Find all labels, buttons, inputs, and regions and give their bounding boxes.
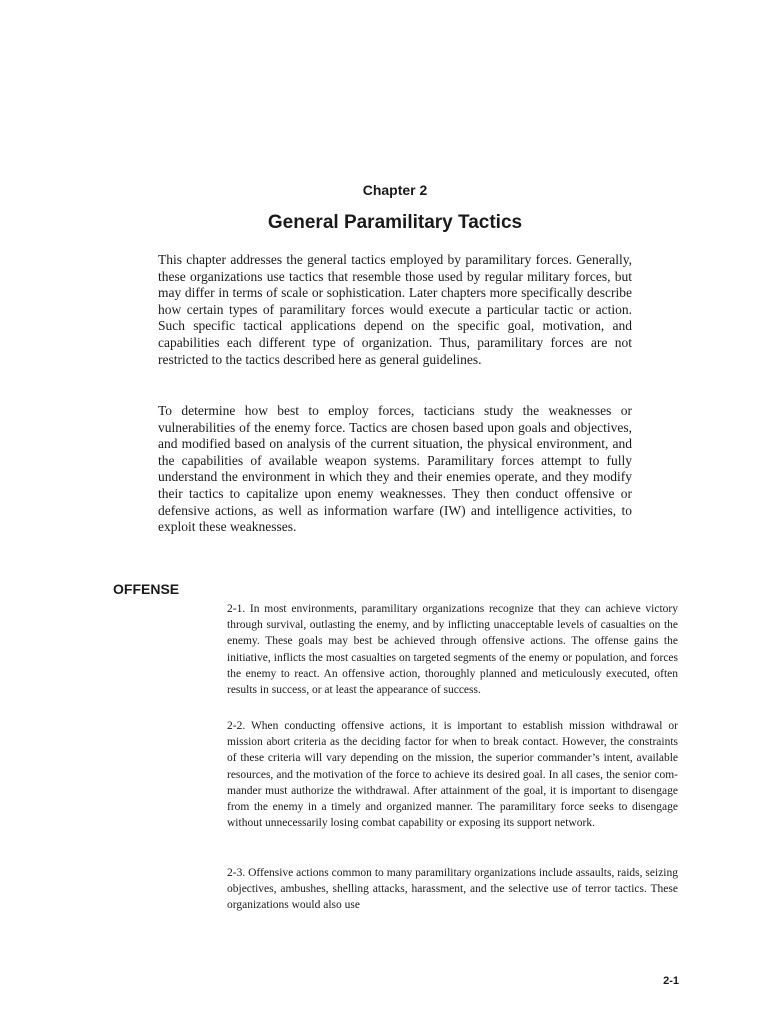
intro-paragraph-2: To determine how best to employ forces, tacticians study the weaknesses or vulnerabilities of the enemy force. Tactics are chosen based upon goals and objectives, and modified based on analysis of the current situation, the physical environment, and the capabilities of available weapon systems. Paramilitary forces attempt to fully understand the environment in which they and their enemies operate, and they modify their tactics to capitalize upon enemy weaknesses. They then conduct offensive or defensive actions, as well as information warfare (IW) and intelligence activities, to exploit these weaknesses. <box>158 403 632 535</box>
section-heading-offense: OFFENSE <box>113 581 180 597</box>
chapter-title: General Paramilitary Tactics <box>267 212 523 233</box>
paragraph-2-1: 2-1. In most environments, paramilitary organizations recognize that they can achieve victory through survival, outlasting the enemy, and by inflicting unacceptable levels of casualties on the enemy. These goals may best be achieved through offensive actions. The offense gains the initiative, inflicts the most casualties on targeted segments of the enemy or population, and forces the enemy to react. An offensive action, thoroughly planned and meticulously executed, often results in success, or at least the appearance of success. <box>227 603 678 697</box>
chapter-label: Chapter 2 <box>362 182 428 198</box>
paragraph-2-2: 2-2. When conducting offensive actions, it is important to establish mission withdrawal or mission abort criteria as the deciding factor for when to break contact. However, the constraints of these criteria will vary depending on the mission, the superior commander’s intent, available resources, and the motivation of the force to achieve its desired goal. In all cases, the senior commander must authorize the withdrawal. After attainment of the goal, it is important to disengage from the enemy in a timely and organized manner. The paramilitary force seeks to disengage without unnecessarily losing combat capability or exposing its support network. <box>227 720 678 830</box>
paragraph-2-3: 2-3. Offensive actions common to many paramilitary organizations include assaults, raids, seizing objectives, ambushes, shelling attacks, harassment, and the selective use of terror tactics. These organizations would also use <box>227 867 678 912</box>
page-number: 2-1 <box>663 975 679 987</box>
intro-paragraph-1: This chapter addresses the general tactics employed by paramilitary forces. Generally, these organizations use tactics that resemble those used by regular military forces, but may differ in terms of scale or sophistication. Later chapters more specifically describe how certain types of paramilitary forces would execute a particular tactic or action. Such specific tactical applications depend on the specific goal, motivation, and capabilities each different type of organization. Thus, paramilitary forces are not restricted to the tactics described here as general guidelines. <box>158 252 632 367</box>
